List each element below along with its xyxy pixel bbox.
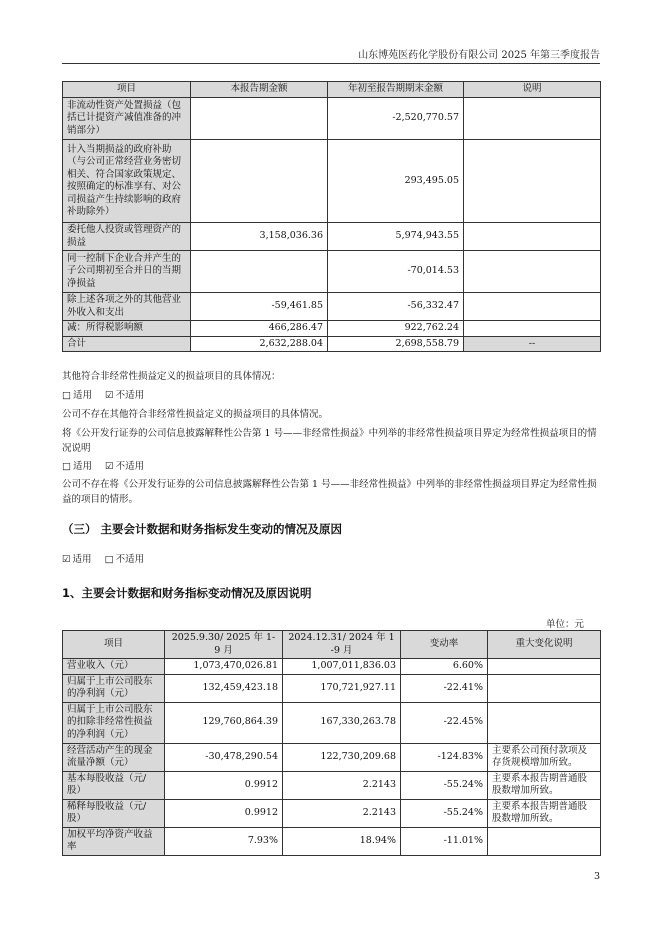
subsection-heading: 1、主要会计数据和财务指标变动情况及原因说明 <box>62 586 312 600</box>
applicability-checkbox-group-3 <box>62 552 600 567</box>
table-row <box>63 827 601 855</box>
table-row <box>63 702 601 743</box>
reclassification-statement: 将《公开发行证券的公司信息披露解释性公告第 1 号——非经常性损益》中列举的非经常性损益项目界定为经常性损益项目的情况说明 <box>62 428 597 454</box>
table-row <box>63 771 601 799</box>
checkbox-unchecked-icon: □ <box>104 554 114 565</box>
table-row <box>63 223 601 251</box>
row-label: 营业收入（元） <box>63 659 165 675</box>
cell-value: 122,730,209.68 <box>283 743 401 771</box>
page-number: 3 <box>593 871 600 882</box>
cell-value: 1,073,470,026.81 <box>165 659 283 675</box>
cell-change-rate: -55.24% <box>401 771 488 799</box>
no-reclassification-statement: 公司不存在将《公开发行证券的公司信息披露解释性公告第 1 号——非经常性损益》中列举的非经常性损益项目界定为经常性损益的项目的情形。 <box>62 479 597 505</box>
row-label: 计入当期损益的政府补助（与公司正常经营业务密切相关、符合国家政策规定、按照确定的标准享有、对公司损益产生持续影响的政府补助除外） <box>63 140 191 223</box>
cell-note <box>464 140 601 223</box>
table-row <box>63 674 601 702</box>
row-label: 稀释每股收益（元/股） <box>63 799 165 827</box>
cell-value: -56,332.47 <box>328 293 464 321</box>
option-label: 不适用 <box>115 554 145 565</box>
cell-value: 466,286.47 <box>191 321 328 337</box>
table-row <box>63 743 601 771</box>
cell-value: 1,007,011,836.03 <box>283 659 401 675</box>
cell-value: -59,461.85 <box>191 293 328 321</box>
row-label: 减：所得税影响额 <box>63 321 191 337</box>
row-label: 委托他人投资或管理资产的损益 <box>63 223 191 251</box>
applicability-checkbox-group-1 <box>62 388 600 403</box>
cell-value <box>191 251 328 293</box>
other-items-statement: 其他符合非经常性损益定义的损益项目的具体情况： <box>62 371 281 382</box>
column-header: 说明 <box>464 82 601 98</box>
no-other-items-statement: 公司不存在其他符合非经常性损益定义的损益项目的具体情况。 <box>62 409 329 420</box>
cell-value: 132,459,423.18 <box>165 674 283 702</box>
cell-note <box>464 98 601 140</box>
cell-value: 18.94% <box>283 827 401 855</box>
table-row <box>63 659 601 675</box>
key-financial-data-table <box>62 630 601 856</box>
cell-value: -70,014.53 <box>328 251 464 293</box>
row-label: 经营活动产生的现金流量净额（元） <box>63 743 165 771</box>
column-header: 项目 <box>63 82 191 98</box>
cell-change-rate: 6.60% <box>401 659 488 675</box>
non-recurring-items-table <box>62 81 601 352</box>
option-not-applicable[interactable] <box>105 390 144 401</box>
cell-value: 7.93% <box>165 827 283 855</box>
cell-value: 2,698,558.79 <box>328 336 464 352</box>
checkbox-checked-icon: ☑ <box>105 461 114 472</box>
table-row-total <box>63 336 601 352</box>
cell-note <box>464 223 601 251</box>
cell-value: 5,974,943.55 <box>328 223 464 251</box>
checkbox-unchecked-icon: □ <box>62 390 71 401</box>
unit-label: 单位：元 <box>545 619 584 630</box>
option-applicable[interactable] <box>62 461 92 472</box>
cell-value: 167,330,263.78 <box>283 702 401 743</box>
report-header-title: 山东博苑医药化学股份有限公司 2025 年第三季度报告 <box>358 50 600 61</box>
table-row <box>63 140 601 223</box>
column-header: 2025.9.30/ 2025 年 1-9 月 <box>165 631 283 659</box>
cell-change-rate: -124.83% <box>401 743 488 771</box>
row-label: 合计 <box>63 336 191 352</box>
header-divider <box>62 63 600 64</box>
cell-note <box>488 827 601 855</box>
option-label: 适用 <box>72 390 92 401</box>
cell-value: 922,762.24 <box>328 321 464 337</box>
cell-value: 170,721,927.11 <box>283 674 401 702</box>
cell-value <box>191 140 328 223</box>
option-not-applicable[interactable] <box>105 554 145 565</box>
section-heading: （三） 主要会计数据和财务指标发生变动的情况及原因 <box>62 522 343 536</box>
table-row <box>63 321 601 337</box>
row-label: 归属于上市公司股东的扣除非经常性损益的净利润（元） <box>63 702 165 743</box>
table-row <box>63 799 601 827</box>
table-row <box>63 251 601 293</box>
cell-change-rate: -11.01% <box>401 827 488 855</box>
option-not-applicable[interactable] <box>105 461 144 472</box>
cell-value: -2,520,770.57 <box>328 98 464 140</box>
applicability-checkbox-group-2 <box>62 459 600 474</box>
cell-value: 2.2143 <box>283 799 401 827</box>
cell-note <box>464 251 601 293</box>
cell-note: -- <box>464 336 601 352</box>
column-header: 项目 <box>63 631 165 659</box>
option-label: 适用 <box>72 461 92 472</box>
row-label: 除上述各项之外的其他营业外收入和支出 <box>63 293 191 321</box>
cell-value: 2,632,288.04 <box>191 336 328 352</box>
row-label: 同一控制下企业合并产生的子公司期初至合并日的当期净损益 <box>63 251 191 293</box>
cell-note: 主要系本报告期普通股股数增加所致。 <box>488 771 601 799</box>
table-row <box>63 98 601 140</box>
column-header: 本报告期金额 <box>191 82 328 98</box>
column-header: 年初至报告期期末金额 <box>328 82 464 98</box>
cell-note <box>464 321 601 337</box>
cell-change-rate: -22.41% <box>401 674 488 702</box>
column-header: 2024.12.31/ 2024 年 1-9 月 <box>283 631 401 659</box>
table-row <box>63 293 601 321</box>
row-label: 基本每股收益（元/股） <box>63 771 165 799</box>
cell-value: 0.9912 <box>165 799 283 827</box>
option-label: 不适用 <box>115 461 145 472</box>
cell-note <box>488 659 601 675</box>
checkbox-checked-icon: ☑ <box>62 554 71 565</box>
row-label: 加权平均净资产收益率 <box>63 827 165 855</box>
row-label: 非流动性资产处置损益（包括已计提资产减值准备的冲销部分） <box>63 98 191 140</box>
option-applicable[interactable] <box>62 554 92 565</box>
option-label: 不适用 <box>115 390 145 401</box>
cell-note <box>488 702 601 743</box>
cell-value: 293,495.05 <box>328 140 464 223</box>
cell-change-rate: -22.45% <box>401 702 488 743</box>
cell-note <box>464 293 601 321</box>
checkbox-unchecked-icon: □ <box>62 461 71 472</box>
column-header: 变动率 <box>401 631 488 659</box>
option-applicable[interactable] <box>62 390 92 401</box>
cell-value: 0.9912 <box>165 771 283 799</box>
cell-change-rate: -55.24% <box>401 799 488 827</box>
cell-note: 主要系本报告期普通股股数增加所致。 <box>488 799 601 827</box>
cell-note: 主要系公司预付款项及存货规模增加所致。 <box>488 743 601 771</box>
row-label: 归属于上市公司股东的净利润（元） <box>63 674 165 702</box>
checkbox-checked-icon: ☑ <box>105 390 114 401</box>
option-label: 适用 <box>72 554 92 565</box>
cell-value: 129,760,864.39 <box>165 702 283 743</box>
cell-note <box>488 674 601 702</box>
cell-value: 3,158,036.36 <box>191 223 328 251</box>
cell-value: -30,478,290.54 <box>165 743 283 771</box>
column-header: 重大变化说明 <box>488 631 601 659</box>
cell-value: 2.2143 <box>283 771 401 799</box>
cell-value <box>191 98 328 140</box>
